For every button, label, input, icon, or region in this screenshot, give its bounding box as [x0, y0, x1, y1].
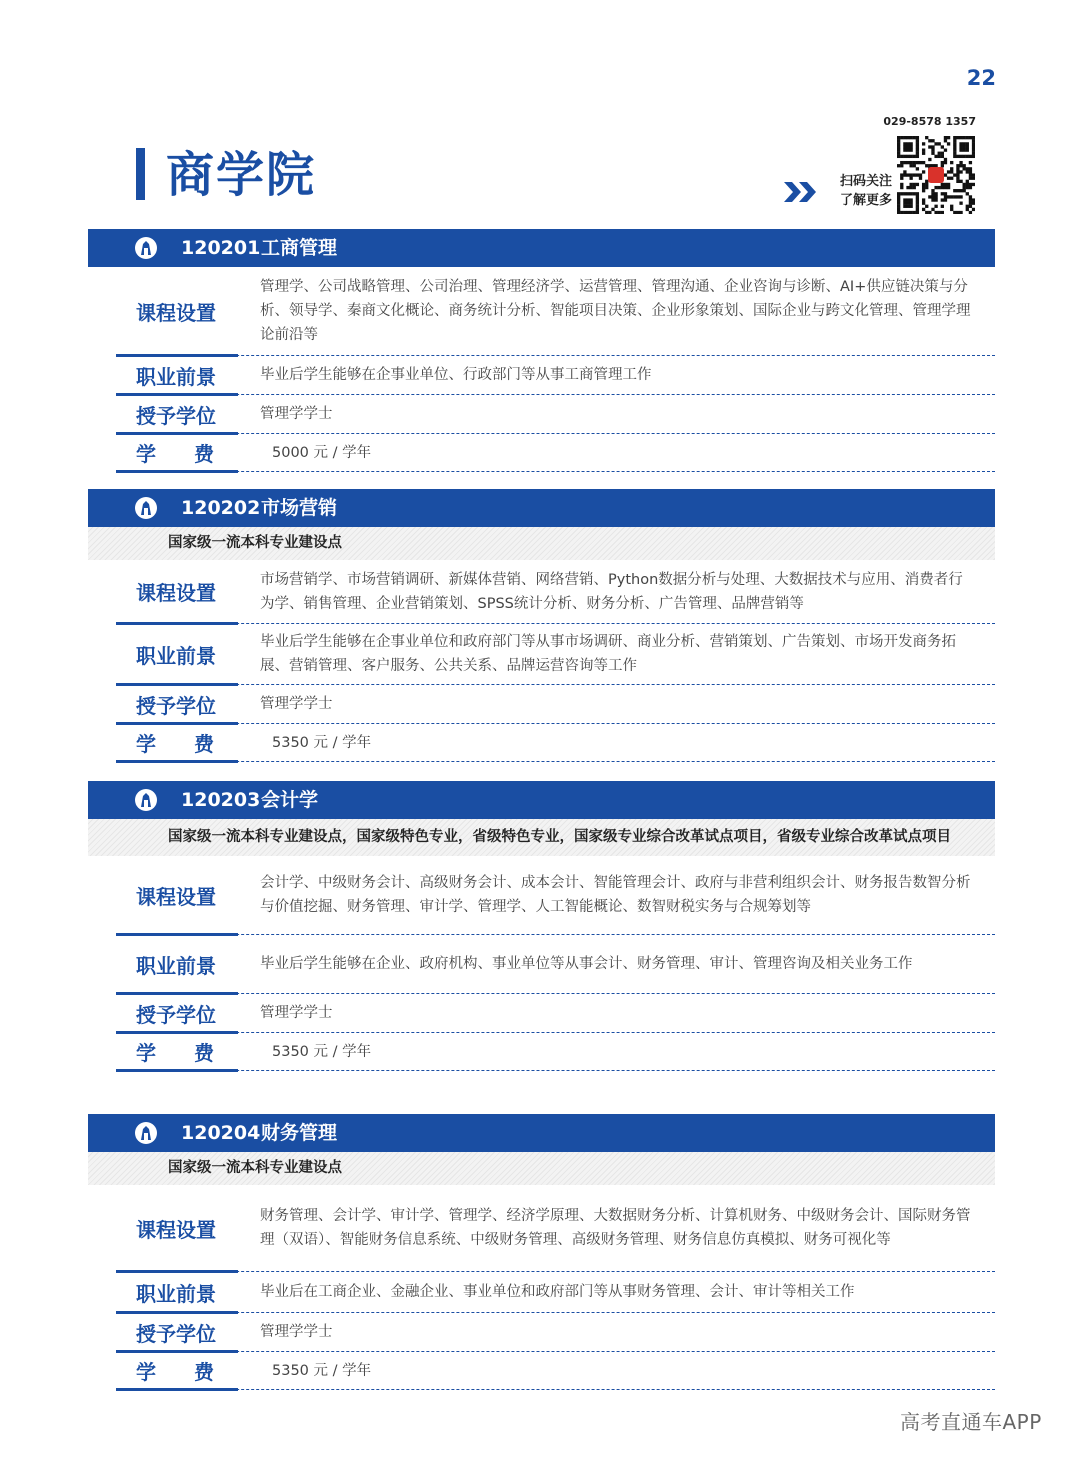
- app-watermark: 高考直通车APP: [900, 1410, 1042, 1434]
- contact-phone: 029-8578 1357: [883, 115, 976, 128]
- major-honor-text: 国家级一流本科专业建设点: [168, 535, 342, 551]
- degree-label: 授予学位: [136, 403, 216, 428]
- career-value: 毕业后学生能够在企事业单位和政府部门等从事市场调研、商业分析、营销策划、广告策划、市场开发商务拓展、营销管理、客户服务、公共关系、品牌运营咨询等工作: [260, 634, 956, 674]
- career-value: 毕业后在工商企业、金融企业、事业单位和政府部门等从事财务管理、会计、审计等相关工作: [260, 1284, 855, 1300]
- courses-row: [116, 856, 995, 935]
- major-header: [88, 229, 995, 267]
- label-underline: [116, 470, 238, 473]
- courses-row: [116, 267, 995, 356]
- courses-label: 课程设置: [136, 1217, 216, 1242]
- degree-row: [116, 1313, 995, 1352]
- fee-label: 学费: [136, 732, 252, 756]
- fee-value: 5000 元 / 学年: [272, 444, 372, 461]
- fee-row: [116, 434, 995, 472]
- courses-row: [116, 560, 995, 624]
- university-emblem-icon: [134, 496, 158, 524]
- scan-caption-line2: 了解更多: [839, 193, 892, 208]
- career-label: 职业前景: [136, 364, 216, 389]
- courses-label: 课程设置: [136, 581, 216, 605]
- career-row: [116, 356, 995, 395]
- career-row: [116, 624, 995, 685]
- courses-value: 财务管理、会计学、审计学、管理学、经济学原理、大数据财务分析、计算机财务、中级财务会计、国际财务管理（双语）、智能财务信息系统、中级财务管理、高级财务管理、财务信息仿真模拟、财务可视化等: [260, 1208, 971, 1248]
- fee-value: 5350 元 / 学年: [272, 1043, 372, 1060]
- career-label: 职业前景: [136, 1281, 216, 1306]
- fee-row: [116, 1033, 995, 1071]
- major-honor-text: 国家级一流本科专业建设点，国家级特色专业，省级特色专业，国家级专业综合改革试点项目，省级专业综合改革试点项目: [168, 829, 951, 845]
- major-section-financial-management: [88, 1114, 995, 1390]
- fee-row: [116, 1352, 995, 1390]
- career-value: 毕业后学生能够在企业、政府机构、事业单位等从事会计、财务管理、审计、管理咨询及相关业务工作: [260, 956, 913, 972]
- major-name: 工商管理: [261, 237, 338, 259]
- courses-label: 课程设置: [136, 884, 216, 909]
- university-emblem-icon: [134, 236, 158, 264]
- major-honor-tag: [88, 527, 995, 560]
- major-name: 会计学: [261, 789, 319, 811]
- qr-code[interactable]: [897, 136, 975, 218]
- university-emblem-icon: [134, 788, 158, 816]
- major-code: 120201: [181, 237, 261, 259]
- fee-label: 学费: [136, 442, 252, 466]
- major-code: 120203: [181, 789, 261, 811]
- degree-value: 管理学学士: [260, 1005, 333, 1021]
- major-honor-tag: [88, 1152, 995, 1185]
- major-name: 市场营销: [261, 497, 338, 519]
- major-header: [88, 1114, 995, 1152]
- courses-label: 课程设置: [136, 300, 216, 325]
- degree-row: [116, 395, 995, 434]
- career-row: [116, 1272, 995, 1313]
- page-number: 22: [966, 66, 996, 90]
- career-label: 职业前景: [136, 643, 216, 668]
- fee-row: [116, 724, 995, 762]
- degree-label: 授予学位: [136, 1321, 216, 1346]
- major-honor-text: 国家级一流本科专业建设点: [168, 1160, 342, 1176]
- fee-label: 学费: [136, 1041, 252, 1065]
- major-code: 120202: [181, 497, 261, 519]
- label-underline: [116, 760, 238, 763]
- degree-value: 管理学学士: [260, 406, 333, 422]
- major-section-marketing: [88, 489, 995, 762]
- career-value: 毕业后学生能够在企事业单位、行政部门等从事工商管理工作: [260, 367, 652, 383]
- major-section-business-admin: [88, 229, 995, 472]
- degree-value: 管理学学士: [260, 1324, 333, 1340]
- major-header: [88, 489, 995, 527]
- degree-label: 授予学位: [136, 1002, 216, 1027]
- major-name: 财务管理: [261, 1122, 338, 1144]
- major-section-accounting: [88, 781, 995, 1071]
- courses-value: 管理学、公司战略管理、公司治理、管理经济学、运营管理、管理沟通、企业咨询与诊断、AI+供应链决策与分析、领导学、秦商文化概论、商务统计分析、智能项目决策、企业形象策划、国际企业与跨文化管理、管理学理论前沿等: [260, 279, 971, 343]
- degree-label: 授予学位: [136, 693, 216, 718]
- degree-row: [116, 994, 995, 1033]
- career-row: [116, 935, 995, 994]
- fee-value: 5350 元 / 学年: [272, 1362, 372, 1379]
- degree-row: [116, 685, 995, 724]
- label-underline: [116, 1069, 238, 1072]
- label-underline: [116, 1388, 238, 1391]
- courses-value: 市场营销学、市场营销调研、新媒体营销、网络营销、Python数据分析与处理、大数据技术与应用、消费者行为学、销售管理、企业营销策划、SPSS统计分析、财务分析、广告管理、品牌营销等: [260, 571, 963, 612]
- university-emblem-icon: [134, 1121, 158, 1149]
- fee-value: 5350 元 / 学年: [272, 734, 372, 751]
- fee-label: 学费: [136, 1360, 252, 1384]
- major-honor-tag: [88, 819, 995, 856]
- scan-caption-line1: 扫码关注: [839, 174, 892, 189]
- career-label: 职业前景: [136, 953, 216, 978]
- double-chevron-right-icon: [784, 180, 820, 208]
- major-code: 120204: [181, 1122, 261, 1144]
- courses-value: 会计学、中级财务会计、高级财务会计、成本会计、智能管理会计、政府与非营利组织会计、财务报告数智分析与价值挖掘、财务管理、审计学、管理学、人工智能概论、数智财税实务与合规筹划等: [260, 875, 971, 915]
- degree-value: 管理学学士: [260, 696, 333, 712]
- page-title: 商学院: [166, 147, 317, 203]
- courses-row: [116, 1185, 995, 1272]
- scan-caption: [826, 172, 892, 210]
- title-accent-bar: [136, 148, 145, 200]
- major-header: [88, 781, 995, 819]
